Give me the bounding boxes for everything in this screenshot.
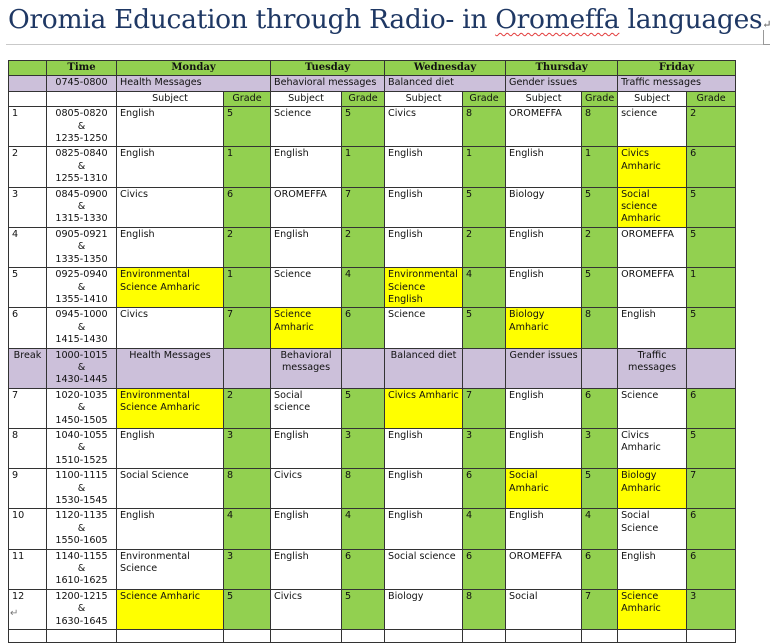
table-row [9, 549, 736, 589]
table-row [9, 187, 736, 227]
break-message-cell: Balanced diet [385, 348, 463, 388]
grade-cell: 4 [342, 268, 385, 308]
grade-header: Grade [224, 91, 271, 106]
slot-time-cell: 1120-1135 & 1550-1605 [47, 509, 117, 549]
grade-cell: 8 [582, 107, 618, 147]
subject-cell: English [117, 227, 224, 267]
grade-cell: 1 [224, 268, 271, 308]
subject-cell: Civics Amharic [618, 428, 687, 468]
empty-cell [618, 630, 687, 643]
thursday-header: Thursday [506, 61, 618, 76]
grade-cell: 6 [342, 549, 385, 589]
grade-header: Grade [582, 91, 618, 106]
subject-cell: Science Amharic [271, 308, 342, 348]
subject-cell: English [271, 227, 342, 267]
slot-number-cell: 11 [9, 549, 47, 589]
grade-cell: 6 [687, 388, 736, 428]
subject-cell: English [506, 428, 582, 468]
monday-message: Health Messages [117, 76, 271, 91]
slot-number-cell: 10 [9, 509, 47, 549]
subject-cell: Environmental Science Amharic [117, 268, 224, 308]
grade-cell: 7 [224, 308, 271, 348]
slot-number-cell: 4 [9, 227, 47, 267]
subject-cell: Social Science [618, 509, 687, 549]
subject-cell: Social science [271, 388, 342, 428]
slot-number-cell: 7 [9, 388, 47, 428]
subject-cell: English [385, 227, 463, 267]
grade-cell: 6 [463, 469, 506, 509]
grade-cell: 2 [224, 388, 271, 428]
grade-cell: 6 [463, 549, 506, 589]
slot-time-cell: 0805-0820 & 1235-1250 [47, 107, 117, 147]
grade-cell: 1 [463, 147, 506, 187]
empty-cell [687, 630, 736, 643]
subject-cell: Biology Amharic [506, 308, 582, 348]
table-row [9, 107, 736, 147]
morning-time-cell: 0745-0800 [47, 76, 117, 91]
subject-cell: Science [271, 107, 342, 147]
subject-cell: Civics [271, 469, 342, 509]
subject-cell: English [506, 147, 582, 187]
grade-cell: 5 [687, 308, 736, 348]
slot-number-cell: 9 [9, 469, 47, 509]
subject-header: Subject [506, 91, 582, 106]
subject-cell: OROMEFFA [271, 187, 342, 227]
subject-cell: English [271, 509, 342, 549]
break-message-cell: Health Messages [117, 348, 224, 388]
grade-header: Grade [687, 91, 736, 106]
grade-cell: 4 [463, 509, 506, 549]
subject-cell: Biology [385, 589, 463, 629]
grade-cell: 6 [687, 549, 736, 589]
monday-header: Monday [117, 61, 271, 76]
break-grade-cell [224, 348, 271, 388]
subject-cell: Civics [385, 107, 463, 147]
text-boundary-corner [763, 30, 770, 45]
grade-header: Grade [342, 91, 385, 106]
subject-cell: OROMEFFA [618, 227, 687, 267]
slot-number-cell: 2 [9, 147, 47, 187]
subject-cell: English [506, 388, 582, 428]
break-row [9, 348, 736, 388]
break-message-cell: Traffic messages [618, 348, 687, 388]
subject-grade-header-row [9, 91, 736, 106]
empty-cell [506, 630, 582, 643]
grade-cell: 2 [463, 227, 506, 267]
day-header-row [9, 61, 736, 76]
subject-cell: Civics Amharic [618, 147, 687, 187]
grade-cell: 8 [582, 308, 618, 348]
break-message-cell: Gender issues [506, 348, 582, 388]
grade-cell: 5 [342, 107, 385, 147]
grade-cell: 6 [224, 187, 271, 227]
grade-cell: 6 [582, 549, 618, 589]
grade-cell: 6 [687, 509, 736, 549]
time-cell [47, 91, 117, 106]
grade-cell: 1 [687, 268, 736, 308]
empty-cell [47, 630, 117, 643]
grade-cell: 1 [224, 147, 271, 187]
tuesday-header: Tuesday [271, 61, 385, 76]
wednesday-message: Balanced diet [385, 76, 506, 91]
subject-cell: OROMEFFA [506, 549, 582, 589]
grade-cell: 5 [582, 187, 618, 227]
wednesday-header: Wednesday [385, 61, 506, 76]
subject-cell: Civics [117, 187, 224, 227]
subject-cell: English [117, 107, 224, 147]
table-row [9, 227, 736, 267]
subject-cell: Civics [117, 308, 224, 348]
friday-message: Traffic messages [618, 76, 736, 91]
break-grade-cell [463, 348, 506, 388]
grade-cell: 5 [342, 388, 385, 428]
document-title [8, 4, 778, 35]
grade-cell: 5 [342, 589, 385, 629]
subject-cell: Science Amharic [117, 589, 224, 629]
subject-cell: Civics [271, 589, 342, 629]
grade-cell: 3 [342, 428, 385, 468]
slot-time-cell: 1000-1015 & 1430-1445 [47, 348, 117, 388]
subject-cell: English [506, 268, 582, 308]
grade-header: Grade [463, 91, 506, 106]
subject-cell: English [506, 227, 582, 267]
grade-cell: 3 [687, 589, 736, 629]
grade-cell: 5 [582, 268, 618, 308]
subject-cell: OROMEFFA [618, 268, 687, 308]
subject-cell: Science [271, 268, 342, 308]
subject-cell: OROMEFFA [506, 107, 582, 147]
grade-cell: 5 [224, 107, 271, 147]
break-grade-cell [687, 348, 736, 388]
subject-cell: English [385, 187, 463, 227]
paragraph-mark-icon: ↵ [10, 608, 19, 619]
empty-cell [342, 630, 385, 643]
morning-messages-row [9, 76, 736, 91]
empty-cell [463, 630, 506, 643]
grade-cell: 3 [224, 428, 271, 468]
slot-number-cell: 12 [9, 589, 47, 629]
subject-cell: English [271, 549, 342, 589]
subject-cell: English [385, 147, 463, 187]
grade-cell: 4 [582, 509, 618, 549]
subject-cell: science [618, 107, 687, 147]
subject-cell: English [618, 308, 687, 348]
subject-cell: English [506, 509, 582, 549]
slot-time-cell: 0945-1000 & 1415-1430 [47, 308, 117, 348]
grade-cell: 6 [687, 147, 736, 187]
radio-schedule-table [8, 60, 736, 643]
title-text: Oromia Education through Radio- in [8, 4, 496, 35]
thursday-message: Gender issues [506, 76, 618, 91]
slot-time-cell: 1140-1155 & 1610-1625 [47, 549, 117, 589]
table-row [9, 428, 736, 468]
grade-cell: 5 [687, 428, 736, 468]
grade-cell: 4 [224, 509, 271, 549]
subject-header: Subject [117, 91, 224, 106]
subject-cell: Environmental Science English [385, 268, 463, 308]
subject-cell: Civics Amharic [385, 388, 463, 428]
table-row [9, 469, 736, 509]
table-row [9, 308, 736, 348]
friday-header: Friday [618, 61, 736, 76]
slot-number-cell: 3 [9, 187, 47, 227]
subject-header: Subject [618, 91, 687, 106]
table-row [9, 388, 736, 428]
time-header: Time [47, 61, 117, 76]
grade-cell: 6 [342, 308, 385, 348]
table-row [9, 589, 736, 629]
empty-cell [385, 630, 463, 643]
grade-cell: 3 [582, 428, 618, 468]
grade-cell: 8 [463, 107, 506, 147]
empty-footer-row [9, 630, 736, 643]
grade-cell: 3 [463, 428, 506, 468]
grade-cell: 1 [342, 147, 385, 187]
tuesday-message: Behavioral messages [271, 76, 385, 91]
break-grade-cell [342, 348, 385, 388]
slot-time-cell: 1100-1115 & 1530-1545 [47, 469, 117, 509]
empty-cell [271, 630, 342, 643]
subject-cell: Social Science [117, 469, 224, 509]
subject-cell: English [271, 147, 342, 187]
corner-cell [9, 61, 47, 76]
grade-cell: 3 [224, 549, 271, 589]
subject-cell: English [385, 509, 463, 549]
break-message-cell: Behavioral messages [271, 348, 342, 388]
grade-cell: 6 [582, 388, 618, 428]
table-row [9, 509, 736, 549]
paragraph-mark-icon: ↵ [762, 18, 772, 31]
grade-cell: 2 [687, 107, 736, 147]
subject-cell: Environmental Science [117, 549, 224, 589]
grade-cell: 5 [687, 187, 736, 227]
slot-number-cell: 1 [9, 107, 47, 147]
grade-cell: 7 [463, 388, 506, 428]
subject-header: Subject [385, 91, 463, 106]
subject-cell: English [618, 549, 687, 589]
subject-cell: Social Amharic [506, 469, 582, 509]
table-row [9, 268, 736, 308]
grade-cell: 2 [224, 227, 271, 267]
slot-number-cell: 6 [9, 308, 47, 348]
subject-cell: English [117, 428, 224, 468]
subject-cell: Science [385, 308, 463, 348]
row-label-cell [9, 91, 47, 106]
empty-cell [582, 630, 618, 643]
break-grade-cell [582, 348, 618, 388]
grade-cell: 8 [342, 469, 385, 509]
grade-cell: 5 [687, 227, 736, 267]
header-rule [6, 44, 768, 45]
subject-cell: English [385, 428, 463, 468]
subject-cell: Science [618, 388, 687, 428]
subject-cell: Social science [385, 549, 463, 589]
grade-cell: 4 [342, 509, 385, 549]
grade-cell: 1 [582, 147, 618, 187]
grade-cell: 8 [224, 469, 271, 509]
grade-cell: 2 [582, 227, 618, 267]
subject-cell: English [271, 428, 342, 468]
empty-cell [117, 630, 224, 643]
grade-cell: 5 [463, 308, 506, 348]
slot-time-cell: 1040-1055 & 1510-1525 [47, 428, 117, 468]
subject-cell: English [117, 147, 224, 187]
subject-cell: Social [506, 589, 582, 629]
grade-cell: 5 [582, 469, 618, 509]
empty-cell [9, 630, 47, 643]
subject-cell: English [385, 469, 463, 509]
empty-cell [224, 630, 271, 643]
title-misspelled-word: Oromeffa [495, 4, 620, 35]
grade-cell: 7 [687, 469, 736, 509]
grade-cell: 8 [463, 589, 506, 629]
subject-header: Subject [271, 91, 342, 106]
slot-time-cell: 1020-1035 & 1450-1505 [47, 388, 117, 428]
slot-time-cell: 0845-0900 & 1315-1330 [47, 187, 117, 227]
slot-time-cell: 1200-1215 & 1630-1645 [47, 589, 117, 629]
slot-number-cell: 5 [9, 268, 47, 308]
subject-cell: Science Amharic [618, 589, 687, 629]
slot-time-cell: 0825-0840 & 1255-1310 [47, 147, 117, 187]
title-text-end: languages [619, 4, 763, 35]
subject-cell: Social science Amharic [618, 187, 687, 227]
table-row [9, 147, 736, 187]
grade-cell: 4 [463, 268, 506, 308]
row-label-cell [9, 76, 47, 91]
subject-cell: Biology [506, 187, 582, 227]
slot-time-cell: 0905-0921 & 1335-1350 [47, 227, 117, 267]
grade-cell: 7 [582, 589, 618, 629]
grade-cell: 2 [342, 227, 385, 267]
subject-cell: English [117, 509, 224, 549]
grade-cell: 5 [463, 187, 506, 227]
slot-number-cell: 8 [9, 428, 47, 468]
break-label-cell: Break [9, 348, 47, 388]
subject-cell: Environmental Science Amharic [117, 388, 224, 428]
grade-cell: 5 [224, 589, 271, 629]
subject-cell: Biology Amharic [618, 469, 687, 509]
grade-cell: 7 [342, 187, 385, 227]
slot-time-cell: 0925-0940 & 1355-1410 [47, 268, 117, 308]
